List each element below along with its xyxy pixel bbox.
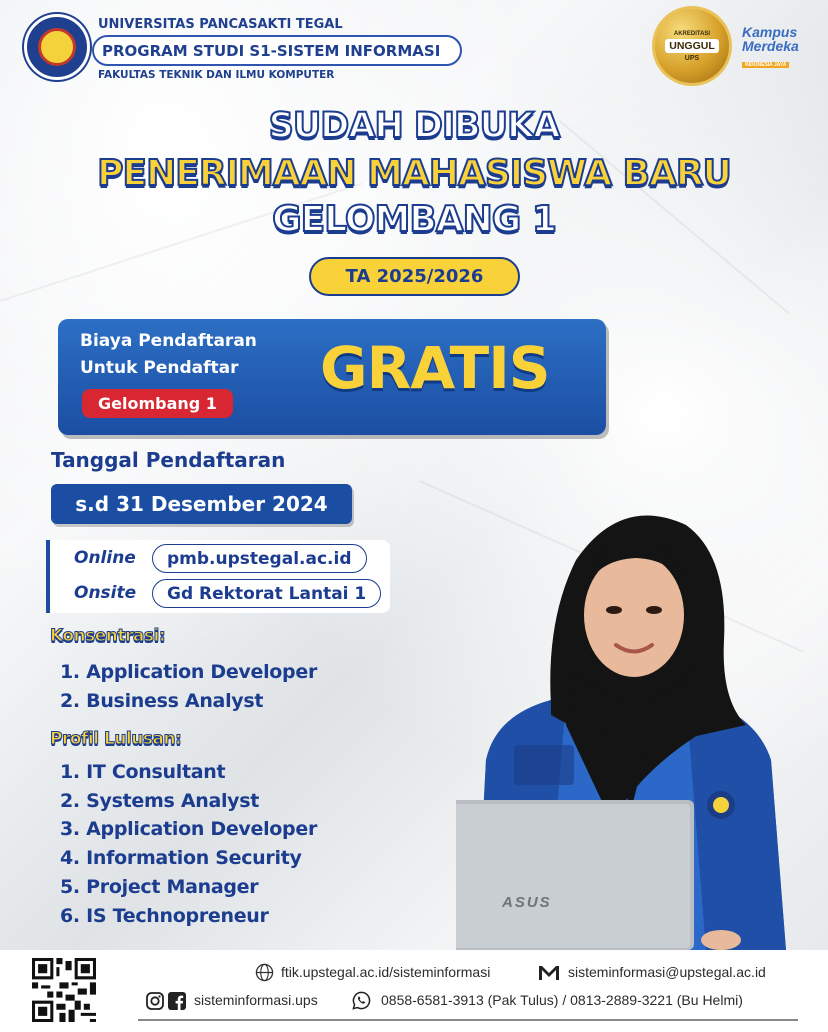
graduate-profile-title: Profil Lulusan: <box>50 729 182 749</box>
wave-badge: Gelombang 1 <box>82 389 233 418</box>
list-item: 6. IS Technopreneur <box>60 904 269 927</box>
laptop-brand: ASUS <box>502 894 552 911</box>
email-icon <box>538 965 560 981</box>
accreditation-badge <box>652 6 732 86</box>
university-name: UNIVERSITAS PANCASAKTI TEGAL <box>98 17 343 32</box>
whatsapp-icon <box>352 991 371 1010</box>
online-link[interactable]: pmb.upstegal.ac.id <box>152 544 367 573</box>
list-item: 2. Business Analyst <box>60 689 264 712</box>
accreditation-bottom: UPS <box>684 54 700 62</box>
instagram-icon <box>146 992 164 1010</box>
email-link[interactable]: sisteminformasi@upstegal.ac.id <box>568 964 766 980</box>
concentration-list <box>60 658 317 715</box>
registration-date-value: s.d 31 Desember 2024 <box>51 484 352 524</box>
kampus-merdeka-logo: Kampus Merdeka INDONESIA JAYA <box>742 24 799 68</box>
social-handle[interactable]: sisteminformasi.ups <box>194 992 318 1008</box>
fee-price: GRATIS <box>320 334 550 402</box>
list-item: 5. Project Manager <box>60 875 259 898</box>
online-label: Online <box>74 548 136 568</box>
qr-code[interactable] <box>32 958 96 1022</box>
student-photo <box>456 500 794 950</box>
registration-date-label: Tanggal Pendaftaran <box>51 448 286 472</box>
fee-label-line1: Biaya Pendaftaran <box>80 331 257 351</box>
onsite-location: Gd Rektorat Lantai 1 <box>152 579 381 608</box>
academic-year-badge: TA 2025/2026 <box>309 257 520 296</box>
phone-contacts[interactable]: 0858-6581-3913 (Pak Tulus) / 0813-2889-3221 (Bu Helmi) <box>381 992 743 1008</box>
headline-open: SUDAH DIBUKA <box>268 106 560 146</box>
concentration-title: Konsentrasi: <box>50 626 166 646</box>
list-item: 4. Information Security <box>60 847 302 870</box>
list-item: 3. Application Developer <box>60 818 318 841</box>
list-item: 2. Systems Analyst <box>60 789 260 812</box>
globe-icon <box>255 963 274 982</box>
registration-channels <box>46 540 390 613</box>
headline-admission: PENERIMAAN MAHASISWA BARU <box>97 153 731 194</box>
faculty-name: FAKULTAS TEKNIK DAN ILMU KOMPUTER <box>98 69 335 81</box>
website-link[interactable]: ftik.upstegal.ac.id/sisteminformasi <box>281 964 491 980</box>
footer-divider <box>138 1019 798 1021</box>
accreditation-grade: UNGGUL <box>665 39 719 53</box>
program-name: PROGRAM STUDI S1-SISTEM INFORMASI <box>92 35 462 66</box>
list-item: 1. Application Developer <box>60 661 318 683</box>
onsite-label: Onsite <box>74 583 137 603</box>
facebook-icon <box>168 992 186 1010</box>
headline-wave: GELOMBANG 1 <box>272 199 556 240</box>
university-logo <box>24 14 90 80</box>
list-item: 1. IT Consultant <box>60 761 226 783</box>
graduate-profile-list <box>60 758 317 930</box>
fee-label-line2: Untuk Pendaftar <box>80 358 239 378</box>
registration-fee-box <box>58 319 606 435</box>
accreditation-top: AKREDITASI <box>673 30 711 37</box>
